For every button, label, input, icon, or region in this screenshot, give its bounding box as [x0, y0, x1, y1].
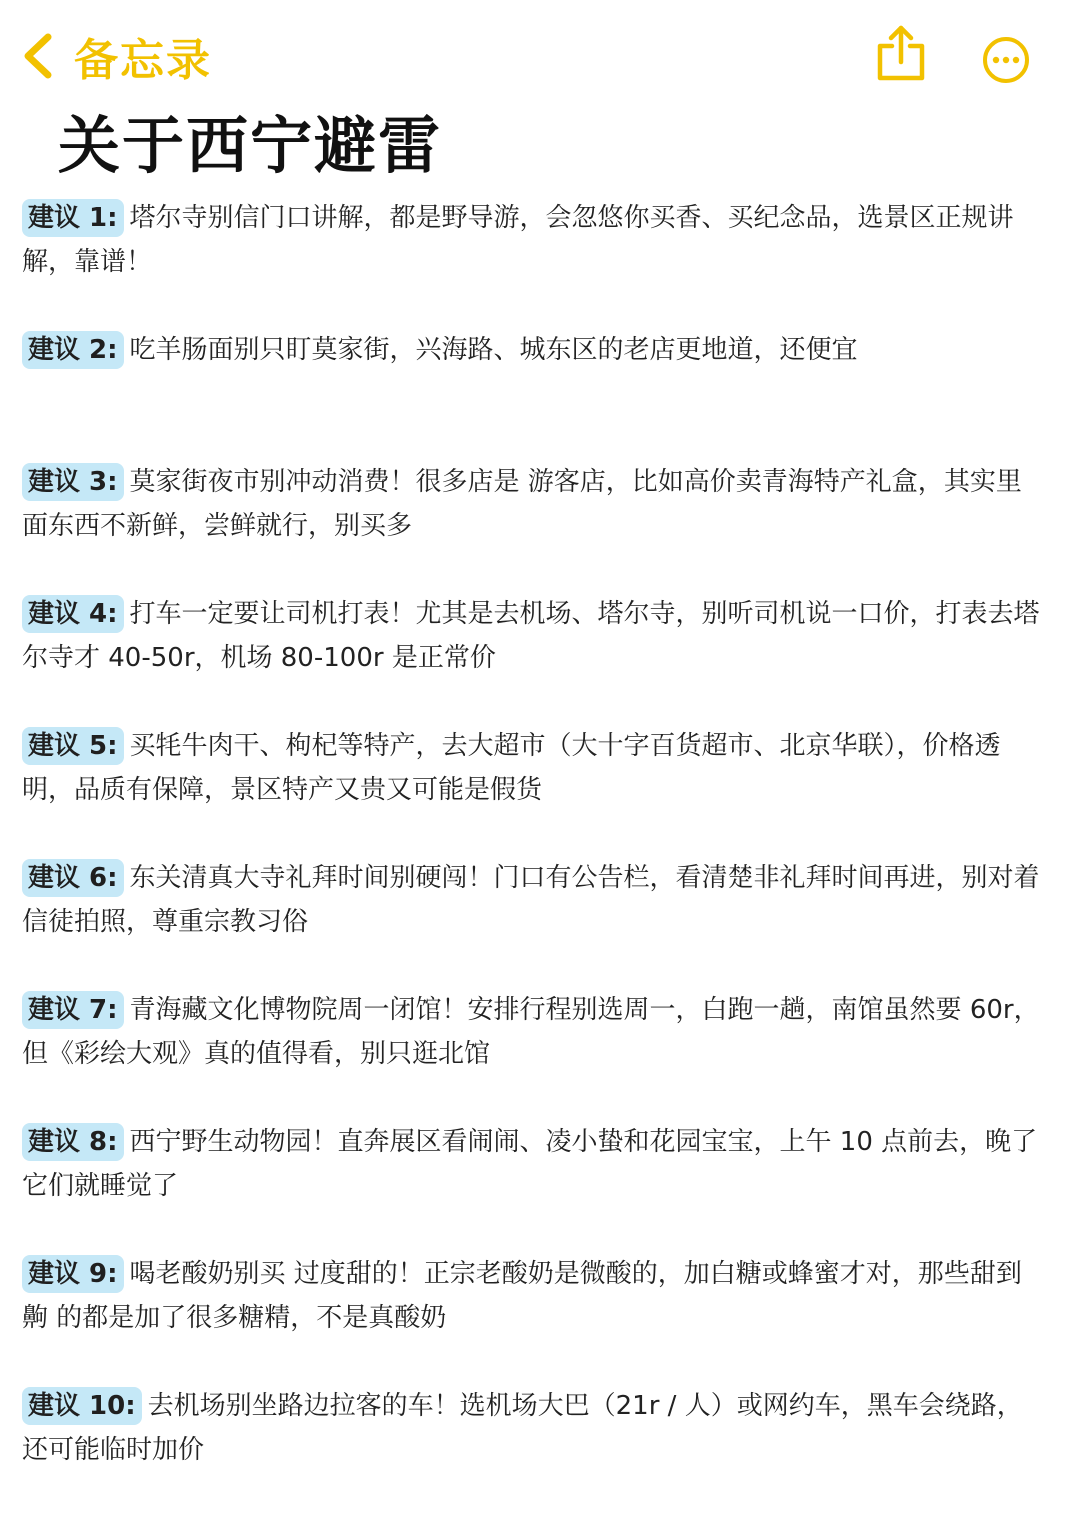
- tips-list: [22, 196, 1042, 1516]
- back-label: 备忘录: [74, 35, 212, 86]
- tip-label: 建议 7:: [22, 991, 124, 1029]
- tip-text: 打车一定要让司机打表！尤其是去机场、塔尔寺，别听司机说一口价，打表去塔尔寺才 40-50r，机场 80-100r 是正常价: [22, 599, 1040, 673]
- tip-text: 西宁野生动物园！直奔展区看闹闹、凌小蛰和花园宝宝，上午 10 点前去，晚了它们就睡觉了: [22, 1127, 1038, 1201]
- chevron-left-icon: [20, 31, 54, 81]
- tip-label: 建议 5:: [22, 727, 124, 765]
- more-icon[interactable]: [982, 36, 1030, 84]
- tip-item: [22, 724, 1042, 812]
- share-icon[interactable]: [872, 24, 930, 84]
- tip-label: 建议 10:: [22, 1387, 142, 1425]
- tip-text: 青海藏文化博物院周一闭馆！安排行程别选周一，白跑一趟，南馆虽然要 60r，但《彩绘大观》真的值得看，别只逛北馆: [22, 995, 1040, 1069]
- tip-item: [22, 988, 1042, 1076]
- tip-item: [22, 1384, 1042, 1472]
- tip-label: 建议 2:: [22, 331, 124, 369]
- tip-item: [22, 1252, 1042, 1340]
- tip-item: [22, 196, 1042, 284]
- tip-item: [22, 1120, 1042, 1208]
- tip-text: 塔尔寺别信门口讲解，都是野导游，会忽悠你买香、买纪念品，选景区正规讲解，靠谱！: [22, 203, 1014, 277]
- tip-item: [22, 460, 1042, 548]
- tip-text: 去机场别坐路边拉客的车！选机场大巴（21r / 人）或网约车，黑车会绕路，还可能临时加价: [22, 1391, 1023, 1465]
- back-button[interactable]: [20, 26, 212, 86]
- tip-label: 建议 6:: [22, 859, 124, 897]
- tip-label: 建议 8:: [22, 1123, 124, 1161]
- tip-text: 东关清真大寺礼拜时间别硬闯！门口有公告栏，看清楚非礼拜时间再进，别对着信徒拍照，尊重宗教习俗: [22, 863, 1040, 937]
- tip-item: [22, 592, 1042, 680]
- note-title: 关于西宁避雷: [58, 109, 443, 182]
- tip-text: 喝老酸奶别买 过度甜的！正宗老酸奶是微酸的，加白糖或蜂蜜才对，那些甜到齁 的都是加了很多糖精，不是真酸奶: [22, 1259, 1022, 1333]
- tip-item: [22, 856, 1042, 944]
- tip-item: [22, 328, 1042, 416]
- nav-bar: [0, 0, 1080, 110]
- tip-label: 建议 9:: [22, 1255, 124, 1293]
- tip-label: 建议 1:: [22, 199, 124, 237]
- tip-text: 莫家街夜市别冲动消费！很多店是 游客店，比如高价卖青海特产礼盒，其实里面东西不新鲜，尝鲜就行，别买多: [22, 467, 1022, 541]
- tip-label: 建议 3:: [22, 463, 124, 501]
- tip-text: 吃羊肠面别只盯莫家街，兴海路、城东区的老店更地道，还便宜: [129, 335, 858, 365]
- tip-text: 买牦牛肉干、枸杞等特产，去大超市（大十字百货超市、北京华联），价格透明，品质有保障，景区特产又贵又可能是假货: [22, 731, 1001, 805]
- tip-label: 建议 4:: [22, 595, 124, 633]
